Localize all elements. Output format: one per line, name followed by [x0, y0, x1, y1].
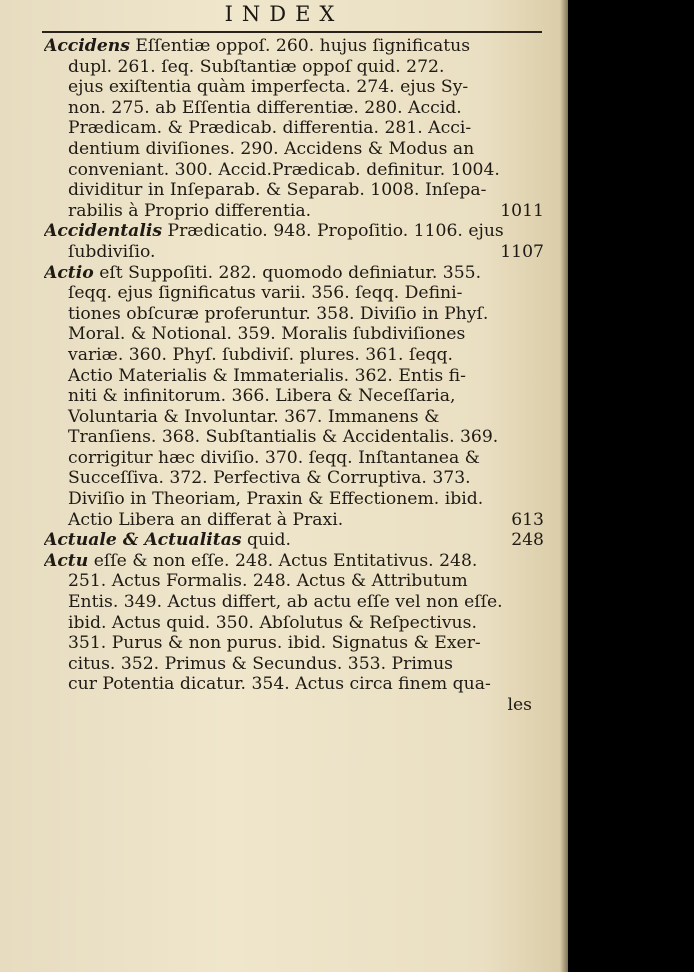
entry-line: Actio Materialis & Immaterialis. 362. Entis fi- [68, 365, 466, 386]
entry-line: dividitur in Inſeparab. & Separab. 1008. Inſepa- [68, 180, 487, 201]
entry-text: rabilis à Proprio differentia. [68, 200, 312, 221]
entry-line: tiones obſcuræ proferuntur. 358. Diviſio in Phyſ. [68, 303, 489, 324]
entry-first-line [44, 221, 544, 242]
catchword: les [507, 695, 532, 715]
entry-text: Prædicatio. 948. Propoſitio. 1106. ejus [167, 221, 504, 242]
entry-text: Eſſentiæ oppoſ. 260. hujus ſignificatus [135, 36, 471, 56]
entry-line: dupl. 261. ſeq. Subſtantiæ oppoſ quid. 272. [68, 56, 445, 77]
index-entry [44, 551, 544, 695]
entry-line: 251. Actus Formalis. 248. Actus & Attributum [68, 571, 468, 592]
entry-first-line [44, 530, 544, 551]
index-entry [44, 221, 544, 262]
entry-line: cur Potentia dicatur. 354. Actus circa finem qua- [68, 674, 491, 695]
entry-last-line [44, 510, 544, 531]
header-rule [42, 31, 542, 33]
entry-text: eſt Suppoſiti. 282. quomodo definiatur. 355. [99, 262, 482, 283]
page-ref: 1107 [500, 241, 544, 262]
entry-headword: Accidens [44, 36, 130, 56]
entry-line: Prædicam. & Prædicab. differentia. 281. Acci- [68, 118, 472, 139]
entry-line: ſeqq. ejus ſignificatus varii. 356. ſeqq. Defini- [68, 283, 463, 304]
entry-line: ibid. Actus quid. 350. Abſolutus & Reſpectivus. [68, 612, 477, 633]
page-header: INDEX [224, 2, 344, 26]
entry-line: Tranſiens. 368. Subſtantialis & Accidentalis. 369. [68, 427, 499, 448]
entry-text: Actio Libera an differat à Praxi. [68, 509, 344, 530]
entry-headword: Actio [44, 262, 94, 283]
index-entry [44, 530, 544, 551]
page-ref: 613 [511, 509, 544, 530]
entry-line: conveniant. 300. Accid.Prædicab. definitur. 1004. [68, 159, 500, 180]
index-body [44, 36, 544, 716]
entry-line: non. 275. ab Eſſentia differentiæ. 280. Accid. [68, 97, 462, 118]
entry-line: Moral. & Notional. 359. Moralis ſubdiviſiones [68, 324, 466, 345]
entry-line: variæ. 360. Phyſ. ſubdiviſ. plures. 361. ſeqq. [68, 344, 453, 365]
entry-headword: Actuale & Actualitas [44, 530, 242, 551]
entry-line: niti & infinitorum. 366. Libera & Neceſſaria, [68, 386, 456, 407]
entry-line: Diviſio in Theoriam, Praxin & Effectionem. ibid. [68, 489, 484, 510]
entry-text: ſubdiviſio. [68, 241, 156, 262]
entry-line: ejus exiſtentia quàm imperfecta. 274. ejus Sy- [68, 77, 469, 98]
entry-first-line [44, 263, 544, 284]
index-entry [44, 36, 544, 221]
entry-line: 351. Purus & non purus. ibid. Signatus & Exer- [68, 633, 481, 654]
entry-text: quid. [246, 530, 292, 551]
entry-line: citus. 352. Primus & Secundus. 353. Primus [68, 653, 453, 674]
index-entry [44, 263, 544, 531]
entry-first-line [44, 36, 544, 57]
entry-headword: Actu [44, 550, 89, 571]
entry-last-line [44, 201, 544, 222]
page-ref: 248 [511, 530, 544, 551]
entry-headword: Accidentalis [44, 221, 163, 242]
entry-last-line [44, 242, 544, 263]
entry-text: eſſe & non eſſe. 248. Actus Entitativus. 248. [93, 550, 478, 571]
entry-first-line [44, 551, 544, 572]
entry-line: Entis. 349. Actus differt, ab actu eſſe vel non eſſe. [68, 592, 503, 613]
entry-line: Voluntaria & Involuntar. 367. Immanens & [68, 406, 440, 427]
entry-line: corrigitur hæc diviſio. 370. ſeqq. Inſtantanea & [68, 447, 480, 468]
entry-line: Succeſſiva. 372. Perfectiva & Corruptiva. 373. [68, 468, 471, 489]
page-edge-shadow [560, 0, 568, 972]
page-ref: 1011 [500, 200, 544, 221]
entry-line: dentium diviſiones. 290. Accidens & Modus an [68, 138, 475, 159]
